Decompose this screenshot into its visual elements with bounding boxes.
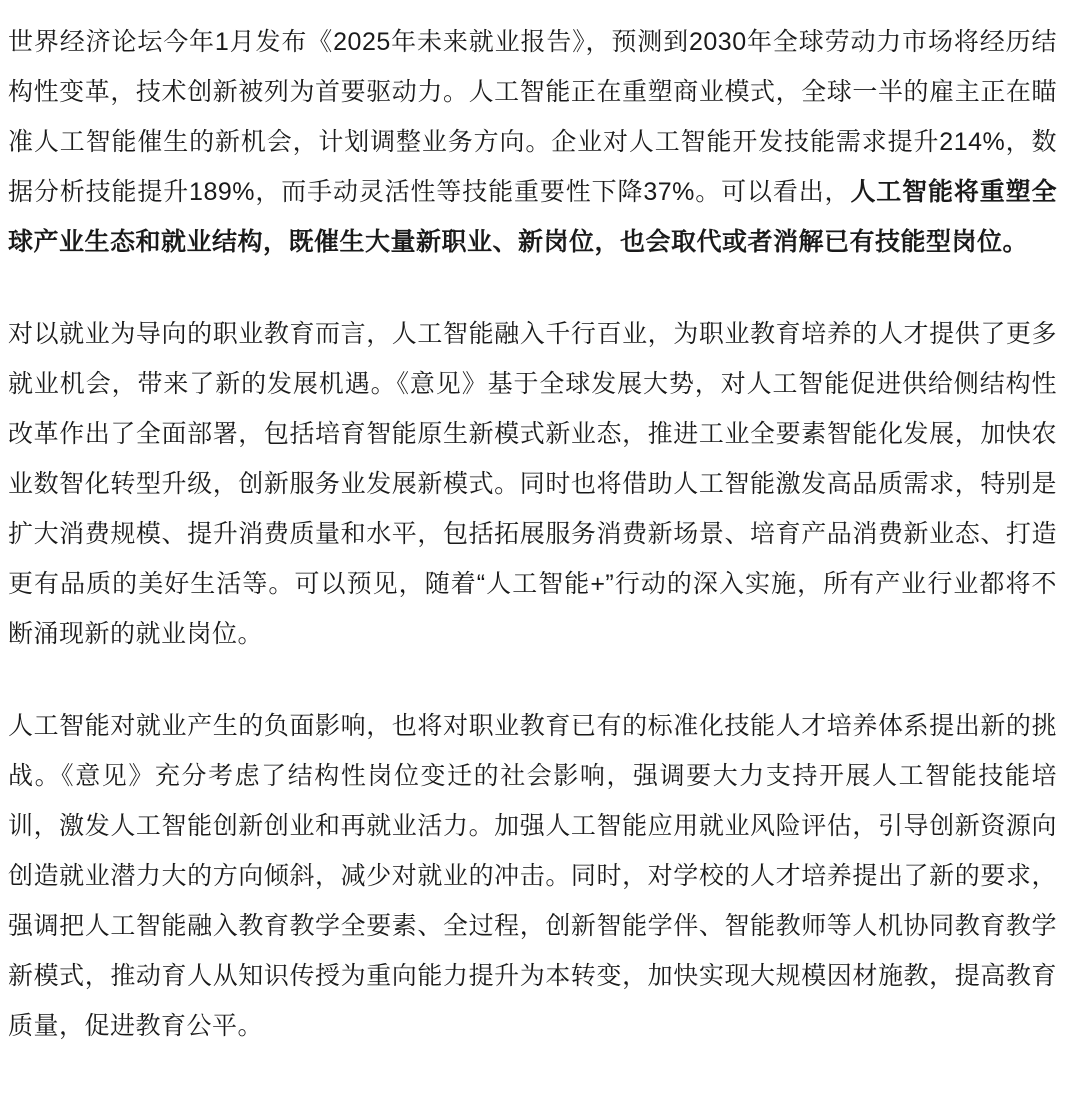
paragraph-2 [8, 309, 1057, 659]
paragraph-3-text: 人工智能对就业产生的负面影响，也将对职业教育已有的标准化技能人才培养体系提出新的挑战。《意见》充分考虑了结构性岗位变迁的社会影响，强调要大力支持开展人工智能技能培训，激发人工智能创新创业和再就业活力。加强人工智能应用就业风险评估，引导创新资源向创造就业潜力大的方向倾斜，减少对就业的冲击。同时，对学校的人才培养提出了新的要求，强调把人工智能融入教育教学全要素、全过程，创新智能学伴、智能教师等人机协同教育教学新模式，推动育人从知识传授为重向能力提升为本转变，加快实现大规模因材施教，提高教育质量，促进教育公平。 [8, 712, 1057, 1040]
paragraph-2-text: 对以就业为导向的职业教育而言，人工智能融入千行百业，为职业教育培养的人才提供了更多就业机会，带来了新的发展机遇。《意见》基于全球发展大势，对人工智能促进供给侧结构性改革作出了全面部署，包括培育智能原生新模式新业态，推进工业全要素智能化发展，加快农业数智化转型升级，创新服务业发展新模式。同时也将借助人工智能激发高品质需求，特别是扩大消费规模、提升消费质量和水平，包括拓展服务消费新场景、培育产品消费新业态、打造更有品质的美好生活等。可以预见，随着“人工智能+”行动的深入实施，所有产业行业都将不断涌现新的就业岗位。 [8, 320, 1057, 648]
paragraph-1-bold-text: 人工智能将重塑全球产业生态和就业结构，既催生大量新职业、新岗位，也会取代或者消解已有技能型岗位。 [8, 178, 1057, 256]
paragraph-1-text: 世界经济论坛今年1月发布《2025年未来就业报告》，预测到2030年全球劳动力市场将经历结构性变革，技术创新被列为首要驱动力。人工智能正在重塑商业模式，全球一半的雇主正在瞄准人工智能催生的新机会，计划调整业务方向。企业对人工智能开发技能需求提升214%，数据分析技能提升189%，而手动灵活性等技能重要性下降37%。可以看出， [8, 28, 1057, 206]
paragraph-1 [8, 17, 1057, 267]
paragraph-3 [8, 701, 1057, 1051]
